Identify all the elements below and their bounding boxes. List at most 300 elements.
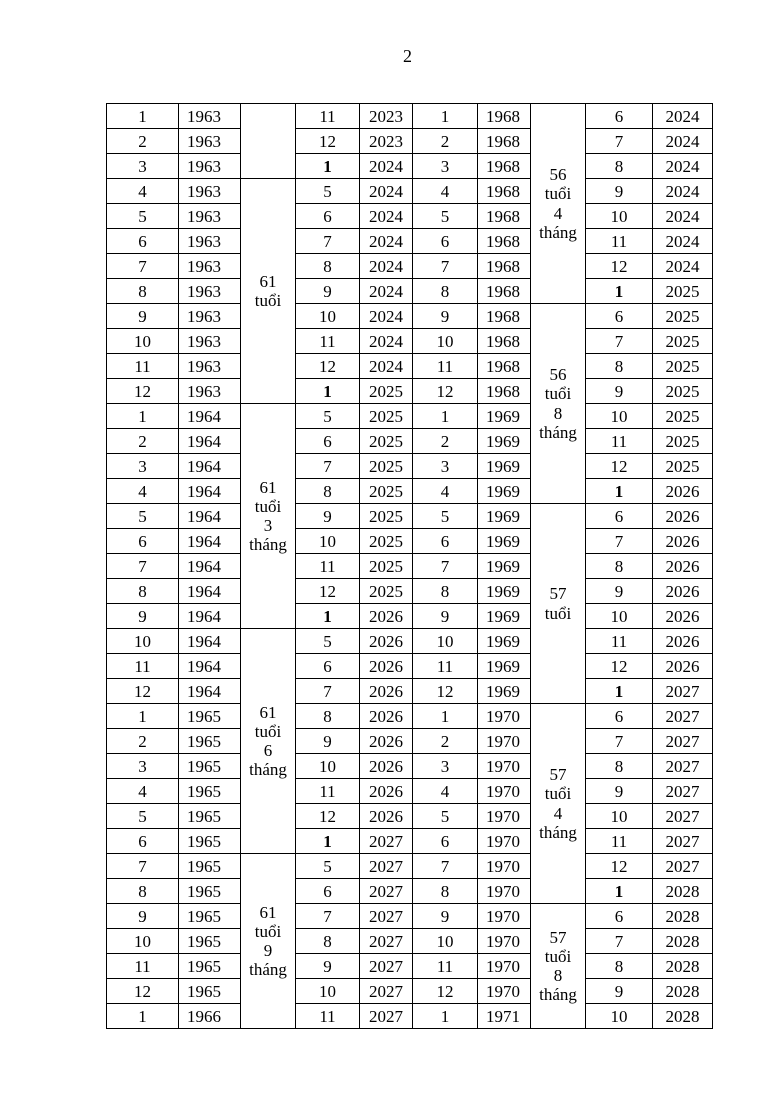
birth-year-cell: 1969 [478,604,531,629]
birth-year-cell: 1965 [179,879,241,904]
age-label-line: 4 [553,203,563,223]
retire-month-cell: 9 [296,504,360,529]
birth-month-cell: 4 [107,779,179,804]
retire-year-cell: 2026 [653,529,713,554]
retire-year-cell: 2023 [360,104,413,129]
retire-month-cell: 11 [296,1004,360,1029]
age-label-line: 4 [553,803,563,823]
birth-year-cell: 1963 [179,304,241,329]
retire-year-cell: 2023 [360,129,413,154]
table-row [107,179,713,204]
retire-year-cell: 2025 [360,504,413,529]
retire-year-cell: 2027 [360,904,413,929]
retire-month-cell: 10 [586,204,653,229]
retire-year-cell: 2028 [653,879,713,904]
birth-month-cell: 2 [413,129,478,154]
birth-year-cell: 1963 [179,279,241,304]
birth-month-cell: 11 [413,954,478,979]
birth-year-cell: 1963 [179,254,241,279]
retire-year-cell: 2028 [653,979,713,1004]
table-row [107,104,713,129]
birth-month-cell: 3 [107,454,179,479]
age-label-line: tuổi [254,291,282,310]
birth-year-cell: 1970 [478,804,531,829]
retire-month-cell: 1 [296,154,360,179]
birth-month-cell: 6 [413,829,478,854]
birth-year-cell: 1964 [179,654,241,679]
retire-year-cell: 2025 [360,529,413,554]
retire-month-cell: 10 [586,404,653,429]
birth-month-cell: 12 [413,379,478,404]
retire-year-cell: 2026 [360,804,413,829]
retire-year-cell: 2026 [653,604,713,629]
retire-month-cell: 11 [586,229,653,254]
birth-year-cell: 1968 [478,354,531,379]
age-label-line: tuổi [544,184,572,204]
retire-year-cell: 2024 [360,329,413,354]
retire-month-cell: 7 [586,929,653,954]
age-label-line: tuổi [254,721,282,741]
retire-year-cell: 2024 [653,254,713,279]
retire-year-cell: 2025 [360,554,413,579]
retire-month-cell: 10 [586,804,653,829]
retire-month-cell: 9 [586,779,653,804]
birth-year-cell: 1968 [478,154,531,179]
table-row [107,754,713,779]
retire-month-cell: 8 [586,954,653,979]
table-row [107,204,713,229]
birth-month-cell: 4 [107,179,179,204]
retire-month-cell: 12 [586,454,653,479]
retire-month-cell: 6 [586,904,653,929]
age-label-line: tháng [539,422,577,442]
birth-year-cell: 1963 [179,329,241,354]
table-row [107,504,713,529]
retire-month-cell: 8 [586,554,653,579]
retire-year-cell: 2024 [360,279,413,304]
birth-year-cell: 1965 [179,779,241,804]
retire-year-cell: 2025 [653,279,713,304]
retire-month-cell: 5 [296,629,360,654]
retire-month-cell: 5 [296,179,360,204]
birth-month-cell: 5 [413,204,478,229]
birth-year-cell: 1970 [478,704,531,729]
retire-year-cell: 2026 [360,754,413,779]
birth-year-cell: 1968 [478,304,531,329]
birth-month-cell: 7 [107,554,179,579]
retire-month-cell: 9 [586,979,653,1004]
birth-year-cell: 1965 [179,829,241,854]
birth-month-cell: 1 [413,104,478,129]
age-label-line: 61 [259,902,277,922]
retire-year-cell: 2026 [653,554,713,579]
retire-month-cell: 8 [296,254,360,279]
retire-year-cell: 2026 [360,654,413,679]
birth-month-cell: 4 [413,779,478,804]
age-label-line: 57 [549,765,567,785]
retire-year-cell: 2026 [360,704,413,729]
retire-year-cell: 2026 [360,729,413,754]
birth-month-cell: 6 [107,229,179,254]
birth-month-cell: 1 [107,404,179,429]
birth-month-cell: 5 [107,504,179,529]
retire-year-cell: 2026 [653,479,713,504]
birth-year-cell: 1965 [179,954,241,979]
birth-month-cell: 11 [107,654,179,679]
retire-year-cell: 2025 [653,304,713,329]
age-cell [241,854,296,1029]
birth-month-cell: 10 [107,329,179,354]
birth-month-cell: 4 [413,479,478,504]
age-cell [241,104,296,179]
retire-year-cell: 2027 [653,779,713,804]
age-label-line: tháng [249,760,287,780]
birth-month-cell: 1 [107,704,179,729]
birth-year-cell: 1964 [179,579,241,604]
birth-year-cell: 1970 [478,854,531,879]
birth-year-cell: 1964 [179,679,241,704]
retirement-age-table [106,103,713,1029]
birth-month-cell: 9 [413,304,478,329]
retire-year-cell: 2027 [360,929,413,954]
retire-month-cell: 8 [296,929,360,954]
birth-year-cell: 1970 [478,779,531,804]
retire-year-cell: 2025 [360,579,413,604]
age-label-line: 61 [259,477,277,497]
birth-month-cell: 3 [413,754,478,779]
birth-year-cell: 1964 [179,429,241,454]
table-row [107,629,713,654]
table-row [107,904,713,929]
birth-month-cell: 2 [107,429,179,454]
retire-month-cell: 7 [296,679,360,704]
retire-year-cell: 2027 [653,804,713,829]
birth-month-cell: 7 [107,854,179,879]
birth-month-cell: 11 [413,354,478,379]
retire-year-cell: 2024 [360,229,413,254]
retire-year-cell: 2027 [653,679,713,704]
table-row [107,229,713,254]
birth-year-cell: 1964 [179,529,241,554]
birth-month-cell: 1 [413,1004,478,1029]
birth-month-cell: 12 [107,379,179,404]
birth-year-cell: 1965 [179,804,241,829]
birth-year-cell: 1970 [478,979,531,1004]
birth-year-cell: 1969 [478,504,531,529]
retire-month-cell: 8 [586,754,653,779]
retire-month-cell: 6 [296,429,360,454]
birth-month-cell: 7 [107,254,179,279]
birth-month-cell: 5 [413,504,478,529]
retire-year-cell: 2027 [360,954,413,979]
table-row [107,404,713,429]
birth-year-cell: 1965 [179,854,241,879]
retire-year-cell: 2025 [360,454,413,479]
retire-month-cell: 1 [586,279,653,304]
age-label-line: tuổi [254,496,282,516]
retire-year-cell: 2025 [653,454,713,479]
birth-year-cell: 1969 [478,429,531,454]
birth-month-cell: 7 [413,254,478,279]
retire-year-cell: 2026 [360,629,413,654]
retire-year-cell: 2024 [653,179,713,204]
age-label-line: tháng [249,960,287,980]
birth-month-cell: 8 [413,579,478,604]
retire-month-cell: 10 [296,304,360,329]
retire-year-cell: 2024 [653,129,713,154]
birth-month-cell: 8 [107,279,179,304]
birth-year-cell: 1969 [478,529,531,554]
age-label-line: tuổi [544,603,572,623]
birth-month-cell: 9 [413,604,478,629]
retire-month-cell: 9 [586,579,653,604]
retire-year-cell: 2028 [653,1004,713,1029]
age-label-line: 6 [263,741,273,760]
retire-year-cell: 2024 [653,229,713,254]
table-row [107,704,713,729]
birth-year-cell: 1963 [179,204,241,229]
retire-year-cell: 2027 [360,829,413,854]
retire-year-cell: 2026 [653,629,713,654]
retire-year-cell: 2025 [360,379,413,404]
age-cell [531,304,586,504]
age-cell [241,629,296,854]
birth-month-cell: 8 [107,879,179,904]
age-label-line: 56 [549,365,567,385]
age-label-line: tuổi [254,921,282,941]
birth-month-cell: 8 [413,279,478,304]
retire-year-cell: 2026 [360,779,413,804]
birth-year-cell: 1969 [478,629,531,654]
retire-month-cell: 7 [586,329,653,354]
retire-month-cell: 11 [296,104,360,129]
retire-month-cell: 5 [296,404,360,429]
birth-month-cell: 3 [413,154,478,179]
birth-month-cell: 5 [107,204,179,229]
retire-month-cell: 6 [296,879,360,904]
retire-month-cell: 7 [586,729,653,754]
birth-year-cell: 1963 [179,104,241,129]
retire-year-cell: 2027 [360,854,413,879]
birth-month-cell: 9 [107,304,179,329]
table-row [107,1004,713,1029]
retire-month-cell: 11 [586,629,653,654]
retire-month-cell: 11 [586,429,653,454]
birth-month-cell: 1 [413,704,478,729]
birth-month-cell: 12 [107,679,179,704]
table-row [107,554,713,579]
birth-year-cell: 1969 [478,579,531,604]
birth-year-cell: 1964 [179,604,241,629]
retire-year-cell: 2026 [653,654,713,679]
birth-year-cell: 1965 [179,904,241,929]
birth-month-cell: 1 [107,104,179,129]
birth-month-cell: 6 [413,229,478,254]
birth-month-cell: 3 [413,454,478,479]
age-cell [241,179,296,404]
retire-year-cell: 2028 [653,904,713,929]
retire-month-cell: 9 [296,954,360,979]
retire-year-cell: 2027 [653,729,713,754]
birth-year-cell: 1965 [179,929,241,954]
retire-month-cell: 6 [586,304,653,329]
table-row [107,454,713,479]
age-cell [531,504,586,704]
age-label-line: 57 [549,927,567,947]
age-label-line: 61 [259,702,277,722]
retire-year-cell: 2027 [653,704,713,729]
birth-month-cell: 12 [413,979,478,1004]
birth-month-cell: 8 [413,879,478,904]
birth-year-cell: 1964 [179,404,241,429]
retire-month-cell: 1 [296,604,360,629]
table-row [107,829,713,854]
birth-year-cell: 1969 [478,654,531,679]
retire-year-cell: 2025 [360,479,413,504]
table-row [107,379,713,404]
retire-year-cell: 2027 [653,829,713,854]
retire-year-cell: 2024 [360,304,413,329]
retire-month-cell: 6 [586,504,653,529]
age-cell [241,404,296,629]
table-row [107,254,713,279]
retire-year-cell: 2025 [653,429,713,454]
retire-month-cell: 8 [586,354,653,379]
table-row [107,279,713,304]
birth-year-cell: 1970 [478,879,531,904]
table-row [107,329,713,354]
table-row [107,804,713,829]
birth-year-cell: 1969 [478,679,531,704]
retire-month-cell: 1 [296,379,360,404]
retire-month-cell: 6 [296,654,360,679]
retire-year-cell: 2024 [653,204,713,229]
table-row [107,654,713,679]
birth-month-cell: 7 [413,554,478,579]
birth-year-cell: 1968 [478,279,531,304]
birth-month-cell: 11 [107,954,179,979]
birth-month-cell: 12 [413,679,478,704]
birth-month-cell: 1 [413,404,478,429]
birth-month-cell: 9 [413,904,478,929]
birth-year-cell: 1969 [478,404,531,429]
birth-month-cell: 6 [107,829,179,854]
birth-year-cell: 1969 [478,554,531,579]
retire-month-cell: 11 [296,779,360,804]
retire-year-cell: 2027 [653,754,713,779]
birth-year-cell: 1970 [478,754,531,779]
birth-month-cell: 3 [107,754,179,779]
age-cell [531,704,586,904]
retire-year-cell: 2027 [360,1004,413,1029]
birth-year-cell: 1963 [179,179,241,204]
birth-month-cell: 2 [413,729,478,754]
age-label-line: tuổi [544,384,572,404]
birth-year-cell: 1970 [478,904,531,929]
age-label-line: 3 [263,516,273,535]
birth-year-cell: 1970 [478,929,531,954]
age-cell [531,904,586,1029]
retire-month-cell: 12 [296,579,360,604]
retire-month-cell: 12 [296,129,360,154]
birth-year-cell: 1971 [478,1004,531,1029]
birth-year-cell: 1969 [478,454,531,479]
retire-year-cell: 2027 [653,854,713,879]
birth-year-cell: 1963 [179,379,241,404]
birth-year-cell: 1964 [179,454,241,479]
age-label-line: 61 [259,271,277,291]
table-row [107,929,713,954]
table-row [107,729,713,754]
retire-year-cell: 2026 [360,679,413,704]
birth-month-cell: 5 [107,804,179,829]
retire-month-cell: 7 [586,529,653,554]
age-label-line: tháng [249,535,287,555]
retire-year-cell: 2024 [653,104,713,129]
birth-month-cell: 10 [107,629,179,654]
retire-month-cell: 1 [586,679,653,704]
age-label-line: tháng [539,822,577,842]
birth-year-cell: 1968 [478,329,531,354]
table-row [107,354,713,379]
retire-month-cell: 5 [296,854,360,879]
retire-month-cell: 1 [296,829,360,854]
birth-month-cell: 5 [413,804,478,829]
retire-month-cell: 10 [586,604,653,629]
birth-year-cell: 1969 [478,479,531,504]
birth-year-cell: 1968 [478,104,531,129]
retire-year-cell: 2025 [360,429,413,454]
retire-month-cell: 1 [586,479,653,504]
birth-month-cell: 6 [107,529,179,554]
age-label-line: 9 [263,941,273,960]
retire-month-cell: 11 [296,554,360,579]
retire-year-cell: 2024 [360,154,413,179]
age-label-line: 8 [553,966,563,985]
retire-month-cell: 6 [586,104,653,129]
age-label-line: tuổi [544,946,572,966]
table-row [107,779,713,804]
age-label-line: 56 [549,165,567,185]
retire-month-cell: 12 [586,854,653,879]
birth-year-cell: 1968 [478,229,531,254]
page-number: 2 [403,46,412,66]
retire-month-cell: 6 [296,204,360,229]
birth-year-cell: 1963 [179,154,241,179]
retire-month-cell: 9 [296,279,360,304]
birth-month-cell: 3 [107,154,179,179]
table-row [107,129,713,154]
retire-month-cell: 6 [586,704,653,729]
retire-year-cell: 2026 [653,504,713,529]
birth-month-cell: 6 [413,529,478,554]
retire-month-cell: 1 [586,879,653,904]
retire-month-cell: 7 [296,904,360,929]
birth-month-cell: 2 [413,429,478,454]
birth-year-cell: 1965 [179,754,241,779]
birth-year-cell: 1968 [478,204,531,229]
retire-year-cell: 2027 [360,879,413,904]
table-row [107,979,713,1004]
birth-year-cell: 1968 [478,379,531,404]
birth-year-cell: 1963 [179,354,241,379]
retire-month-cell: 10 [586,1004,653,1029]
age-label-line: 57 [549,584,567,604]
retire-year-cell: 2025 [653,379,713,404]
retire-year-cell: 2025 [653,354,713,379]
retire-month-cell: 9 [296,729,360,754]
retire-month-cell: 7 [296,454,360,479]
